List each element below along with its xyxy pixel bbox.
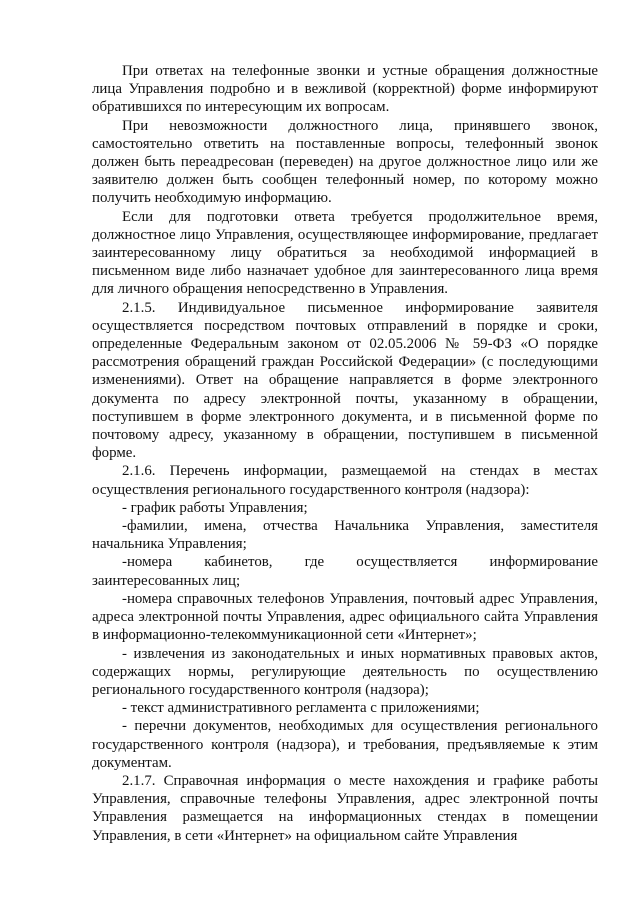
- paragraph-phone-answers: При ответах на телефонные звонки и устные обращения должностные лица Управления подробно и в вежливой (корректной) форме информируют обратившихся по интересующим их вопросам.: [92, 63, 598, 116]
- paragraph-2-1-6: 2.1.6. Перечень информации, размещаемой на стендах в местах осуществления регионального государственного контроля (надзора):: [92, 463, 598, 498]
- list-item-work-schedule: - график работы Управления;: [122, 499, 308, 516]
- list-item-legal-extracts: - извлечения из законодательных и иных нормативных правовых актов, содержащих нормы, регулирующие деятельность по осуществлению регионального государственного контроля (надзора);: [92, 645, 598, 698]
- list-item-regulation-text: - текст административного регламента с приложениями;: [122, 700, 480, 717]
- paragraph-call-redirect: При невозможности должностного лица, принявшего звонок, самостоятельно ответить на поставленные вопросы, телефонный звонок должен быть переадресован (переведен) на другое должностное лицо или же заявителю должен быть сообщен телефонный номер, по которому можно получить необходимую информацию.: [92, 117, 598, 207]
- document-page: [92, 62, 598, 845]
- paragraph-2-1-5: 2.1.5. Индивидуальное письменное информирование заявителя осуществляется посредством почтовых отправлений в порядке и сроки, определенные Федеральным законом от 02.05.2006 № 59-ФЗ «О порядке рассмотрения обращений граждан Российской Федерации» (с последующими изменениями). Ответ на обращение направляется в форме электронного документа по адресу электронной почты, указанному в обращении, поступившем в форме электронного документа, и в письменной форме по почтовому адресу, указанному в обращении, поступившем в письменной форме.: [92, 299, 598, 462]
- paragraph-2-1-7: 2.1.7. Справочная информация о месте нахождения и графике работы Управления, справочные телефоны Управления, адрес электронной почты Управления размещается на информационных стендах в помещении Управления, в сети «Интернет» на официальном сайте Управления: [92, 772, 598, 844]
- list-item-offices: -номера кабинетов, где осуществляется информирование заинтересованных лиц;: [92, 554, 598, 589]
- list-item-contacts: -номера справочных телефонов Управления, почтовый адрес Управления, адреса электронной почты Управления, адрес официального сайта Управления в информационно-телекоммуникационной сети «Интернет»;: [92, 590, 598, 644]
- list-item-names: -фамилии, имена, отчества Начальника Управления, заместителя начальника Управления;: [92, 518, 598, 553]
- paragraph-written-request: Если для подготовки ответа требуется продолжительное время, должностное лицо Управления, осуществляющее информирование, предлагает заинтересованному лицу обратиться за необходимой информацией в письменном виде либо назначает удобное для заинтересованного лица время для личного обращения непосредственно в Управления.: [92, 208, 598, 298]
- list-item-document-lists: - перечни документов, необходимых для осуществления регионального государственного контроля (надзора), и требования, предъявляемые к этим документам.: [92, 718, 598, 771]
